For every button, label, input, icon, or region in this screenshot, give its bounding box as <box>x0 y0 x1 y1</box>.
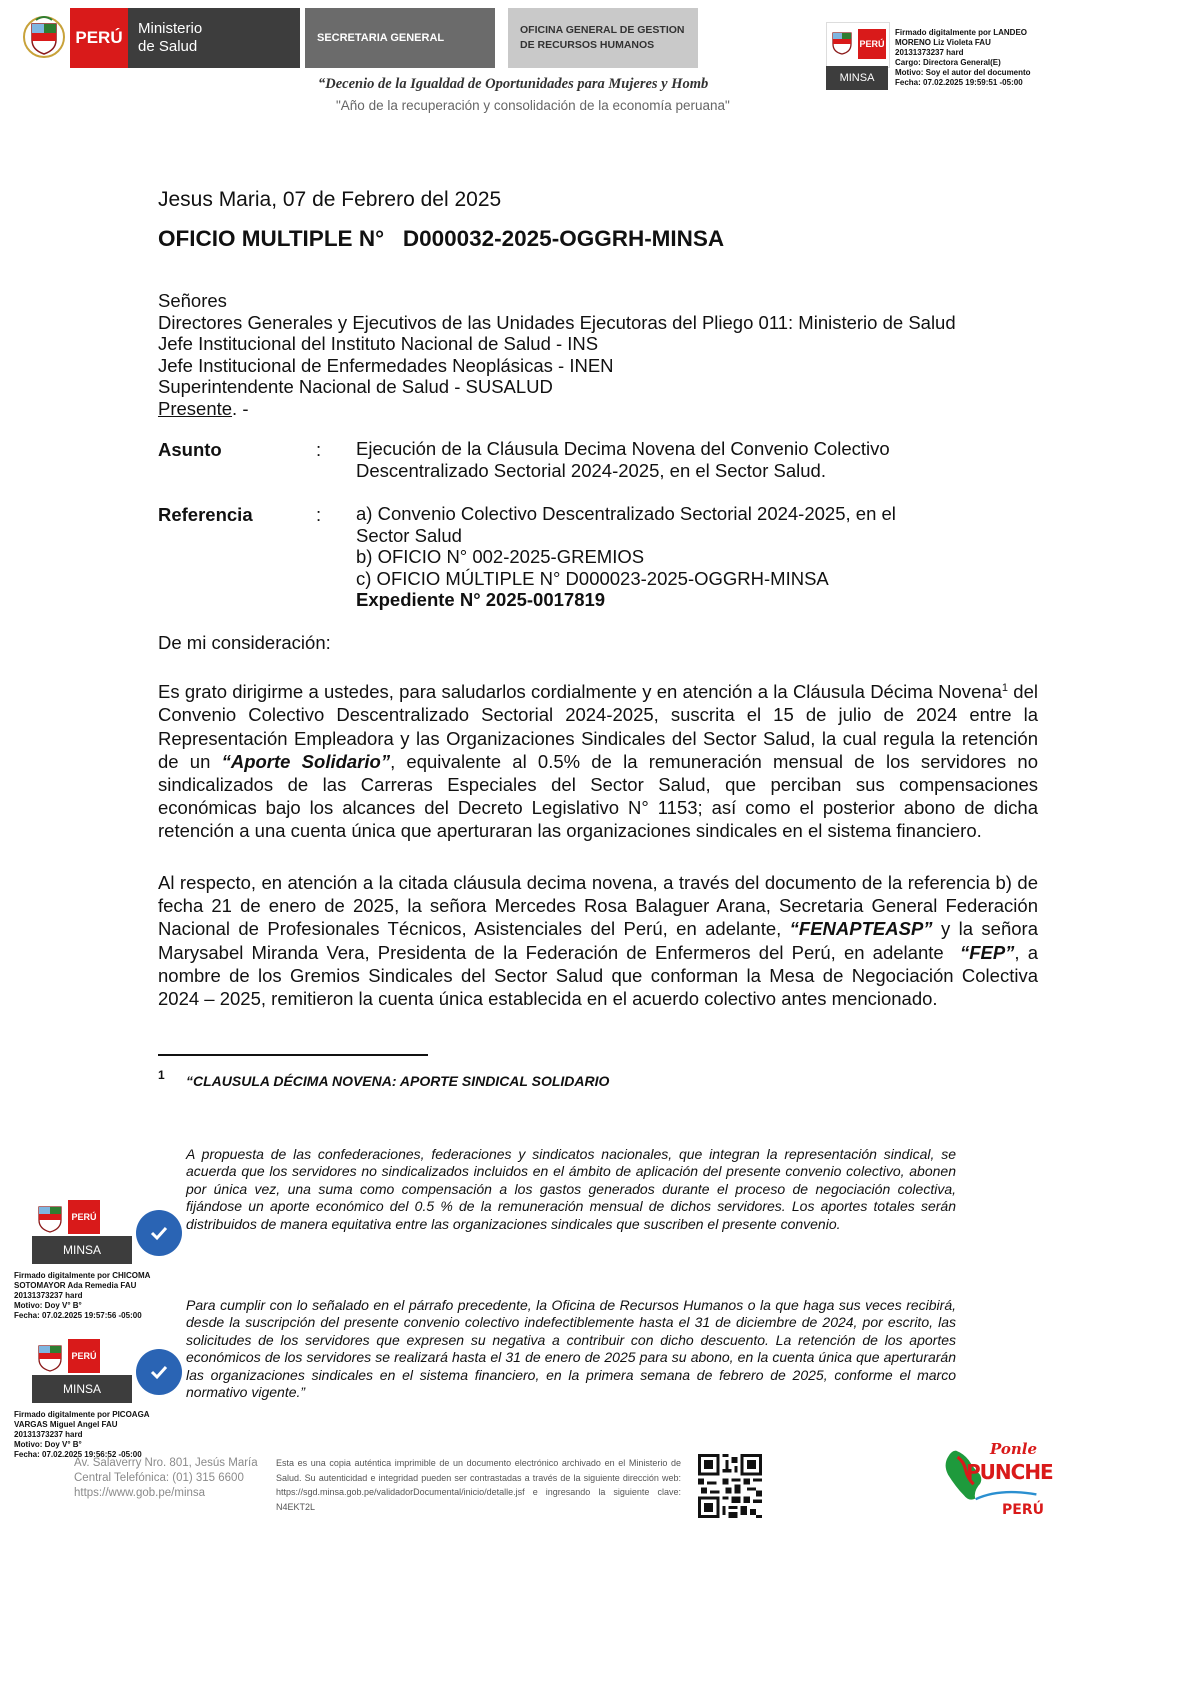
referencia-text <box>356 503 896 611</box>
footnote-title: “CLAUSULA DÉCIMA NOVENA: APORTE SINDICAL SOLIDARIO <box>186 1073 610 1089</box>
oficina-line1: OFICINA GENERAL DE GESTION <box>520 24 685 36</box>
presente-suffix: . - <box>232 397 249 419</box>
asunto-label: Asunto <box>158 439 222 460</box>
referencia-line: c) OFICIO MÚLTIPLE N° D000023-2025-OGGRH-MINSA <box>356 567 829 589</box>
stamp-minsa-label: MINSA <box>32 1375 132 1403</box>
top-signature-peru-label: PERÚ <box>858 29 886 59</box>
footer-address-link[interactable]: https://www.gob.pe/minsa <box>74 1487 206 1499</box>
signature-text-1 <box>14 1271 150 1321</box>
sig-line: Motivo: Doy V° B° <box>14 1301 82 1310</box>
top-signature-minsa-label: MINSA <box>826 66 888 90</box>
p2-b: y la señora Marysabel Miranda Vera, Presidenta de la Federación de Enfermeros del Perú, en adelante <box>158 918 1044 963</box>
shield-icon <box>36 1343 64 1373</box>
minsa-shield-icon <box>22 14 66 65</box>
p2-c: , a nombre de los Gremios Sindicales del Sector Salud que conforman la Mesa de Negociación Colectiva 2024 – 2025, remitieron la cuenta única establecida en el acuerdo colectivo antes mencionado. <box>158 941 1038 1010</box>
paragraph-2 <box>158 871 1044 1010</box>
referencia-line: a) Convenio Colectivo Descentralizado Sectorial 2024-2025, en el <box>356 503 896 524</box>
expediente: Expediente N° 2025-0017819 <box>356 589 606 610</box>
shield-icon <box>36 1204 64 1234</box>
peru-label: PERÚ <box>70 8 128 68</box>
sig-line: Firmado digitalmente por PICOAGA <box>14 1410 150 1419</box>
addressee-line: Superintendente Nacional de Salud - SUSALUD <box>158 376 553 397</box>
ministerio-line2: de Salud <box>138 38 198 55</box>
addressee-line: Jefe Institucional del Instituto Nacional de Salud - INS <box>158 333 599 354</box>
fep: “FEP” <box>959 941 1015 963</box>
presente-line <box>158 398 956 420</box>
qr-code-icon[interactable] <box>698 1454 762 1523</box>
check-icon <box>136 1210 182 1256</box>
sig-line: Motivo: Soy el autor del documento <box>895 68 1031 77</box>
referencia-line: b) OFICIO N° 002-2025-GREMIOS <box>356 546 645 567</box>
sig-line: 20131373237 hard <box>14 1291 83 1300</box>
asunto-line: Descentralizado Sectorial 2024-2025, en el Sector Salud. <box>356 459 826 481</box>
signature-text-2 <box>14 1410 150 1460</box>
sig-line: Cargo: Directora General(E) <box>895 58 1001 67</box>
footnote-divider <box>158 1054 428 1056</box>
top-signature-text <box>895 28 1031 88</box>
addressee-line: Directores Generales y Ejecutivos de las Unidades Ejecutoras del Pliego 011: Ministerio de Salud <box>158 311 956 333</box>
presente: Presente <box>158 397 233 419</box>
footnote-para-2: Para cumplir con lo señalado en el párrafo precedente, la Oficina de Recursos Humanos o la que haga sus veces recibirá, desde la suscripción del presente convenio colectivo indefectiblemente hasta el 31 de diciembre de 2024, por escrito, las solicitudes de los servidores que expresen su negativa a contribuir con dicho descuento. La retención de los aportes económicos de los servidores se realizará hasta el 31 de enero de 2025 para su abono, en la cuenta única que aperturarán las organizaciones sindicales en el sistema financiero, en la primera semana de febrero de 2025, conforme el marco normativo vigente.” <box>186 1297 956 1401</box>
logo-punche: PUNCHE <box>966 1460 1053 1484</box>
addressee-line: Jefe Institucional de Enfermedades Neoplásicas - INEN <box>158 354 614 376</box>
addressee-line: Señores <box>158 290 227 311</box>
asunto-text <box>356 438 890 481</box>
sig-line: 20131373237 hard <box>895 48 964 57</box>
sig-line: Motivo: Doy V° B° <box>14 1440 82 1449</box>
asunto-colon: : <box>316 439 322 460</box>
sig-line: Firmado digitalmente por LANDEO <box>895 28 1028 37</box>
aporte-solidario: “Aporte Solidario” <box>221 750 391 772</box>
document-title: OFICIO MULTIPLE N° D000032-2025-OGGRH-MINSA <box>158 226 725 251</box>
ministerio-box <box>128 8 300 68</box>
swoosh-icon <box>966 1488 1046 1504</box>
footer-authenticity-note: Esta es una copia auténtica imprimible de un documento electrónico archivado en el Ministerio de Salud. Su autenticidad e integridad pueden ser contrastadas a través de la siguiente dirección web: https://sgd.minsa.gob.pe/validadorDocumental/inicio/detalle.jsf e ingresando la siguiente clave: N4EKT2L <box>276 1458 681 1512</box>
referencia-colon: : <box>316 504 322 525</box>
asunto-line: Ejecución de la Cláusula Decima Novena del Convenio Colectivo <box>356 438 890 459</box>
anio-motto: "Año de la recuperación y consolidación de la economía peruana" <box>336 98 730 113</box>
footnote-para-1: A propuesta de las confederaciones, federaciones y sindicatos nacionales, que integran la representación sindical, se acuerda que los servidores no sindicalizados incluidos en el ámbito de aplicación del presente convenio colectivo, abonen por única vez, una suma como compensación a los gastos generados durante el proceso de negociación colectiva, fijándose un aporte económico del 0.5 % de la remuneración mensual de dichos servidores. Los aportes totales serán distribuidos de manera equitativa entre las organizaciones sindicales que suscriben el presente convenio. <box>186 1146 956 1232</box>
shield-icon <box>830 30 854 56</box>
salutation: De mi consideración: <box>158 632 331 653</box>
footer-address-line: Av. Salaverry Nro. 801, Jesús María <box>74 1457 258 1469</box>
stamp-peru-label: PERÚ <box>68 1339 100 1373</box>
sig-line: Fecha: 07.02.2025 19:57:56 -05:00 <box>14 1311 142 1320</box>
referencia-label: Referencia <box>158 504 253 525</box>
place-date: Jesus Maria, 07 de Febrero del 2025 <box>158 188 502 211</box>
decenio-motto: “Decenio de la Igualdad de Oportunidades para Mujeres y Homb <box>318 76 709 92</box>
ministerio-line1: Ministerio <box>138 20 203 37</box>
footnote-ref: 1 <box>1001 682 1009 694</box>
stamp-minsa-label: MINSA <box>32 1236 132 1264</box>
signature-stamp-1 <box>32 1198 162 1270</box>
paragraph-1 <box>158 677 1038 843</box>
p2-a: Al respecto, en atención a la citada cláusula decima novena, a través del documento de la referencia b) de fecha 21 de enero de 2025, la señora Mercedes Rosa Balaguer Arana, Secretaria General Federación Nacional de Profesionales Técnicos, Asistenciales del Perú, en adelante, <box>158 872 1038 940</box>
footer-address-line: Central Telefónica: (01) 315 6600 <box>74 1472 244 1484</box>
sig-line: MORENO Liz Violeta FAU <box>895 38 991 47</box>
sig-line: 20131373237 hard <box>14 1430 83 1439</box>
fenapteasp: “FENAPTEASP” <box>789 918 933 940</box>
signature-stamp-2 <box>32 1337 162 1409</box>
footnote-number: 1 <box>158 1068 165 1082</box>
p1-a: Es grato dirigirme a ustedes, para saludarlos cordialmente y en atención a la Cláusula Décima Novena <box>158 681 1002 703</box>
sig-line: Fecha: 07.02.2025 19:56:52 -05:00 <box>14 1450 142 1459</box>
secretaria-box: SECRETARIA GENERAL <box>305 8 495 68</box>
footer-address <box>74 1456 258 1501</box>
sig-line: SOTOMAYOR Ada Remedia FAU <box>14 1281 137 1290</box>
p1-c: , equivalente al 0.5% de la remuneración mensual de los servidores no sindicalizados de las Carreras Especiales del Sector Salud, que perciban sus compensaciones económicas bajo los alcances del Decreto Legislativo N° 1153; así como el posterior abono de dicha retención a una cuenta única que aperturaran las organizaciones sindicales en el sistema financiero. <box>158 750 1038 842</box>
check-icon <box>136 1349 182 1395</box>
top-signature-stamp <box>826 22 888 90</box>
ponle-punche-logo <box>940 1438 1060 1538</box>
sig-line: VARGAS Miguel Angel FAU <box>14 1420 118 1429</box>
p1-b: del Convenio Colectivo Descentralizado Sectorial 2024-2025, suscrita el 15 de julio de 2024 entre la Representación Empleadora y las Organizaciones Sindicales del Sector Salud, la cual regula la retención de un <box>158 681 1038 772</box>
oficina-line2: DE RECURSOS HUMANOS <box>520 39 655 51</box>
logo-ponle: Ponle <box>990 1440 1038 1458</box>
oficina-box <box>508 8 698 68</box>
sig-line: Fecha: 07.02.2025 19:59:51 -05:00 <box>895 78 1023 87</box>
sig-line: Firmado digitalmente por CHICOMA <box>14 1271 151 1280</box>
addressees <box>158 290 956 419</box>
logo-peru: PERÚ <box>1002 1502 1044 1518</box>
stamp-peru-label: PERÚ <box>68 1200 100 1234</box>
referencia-line: Sector Salud <box>356 524 462 546</box>
